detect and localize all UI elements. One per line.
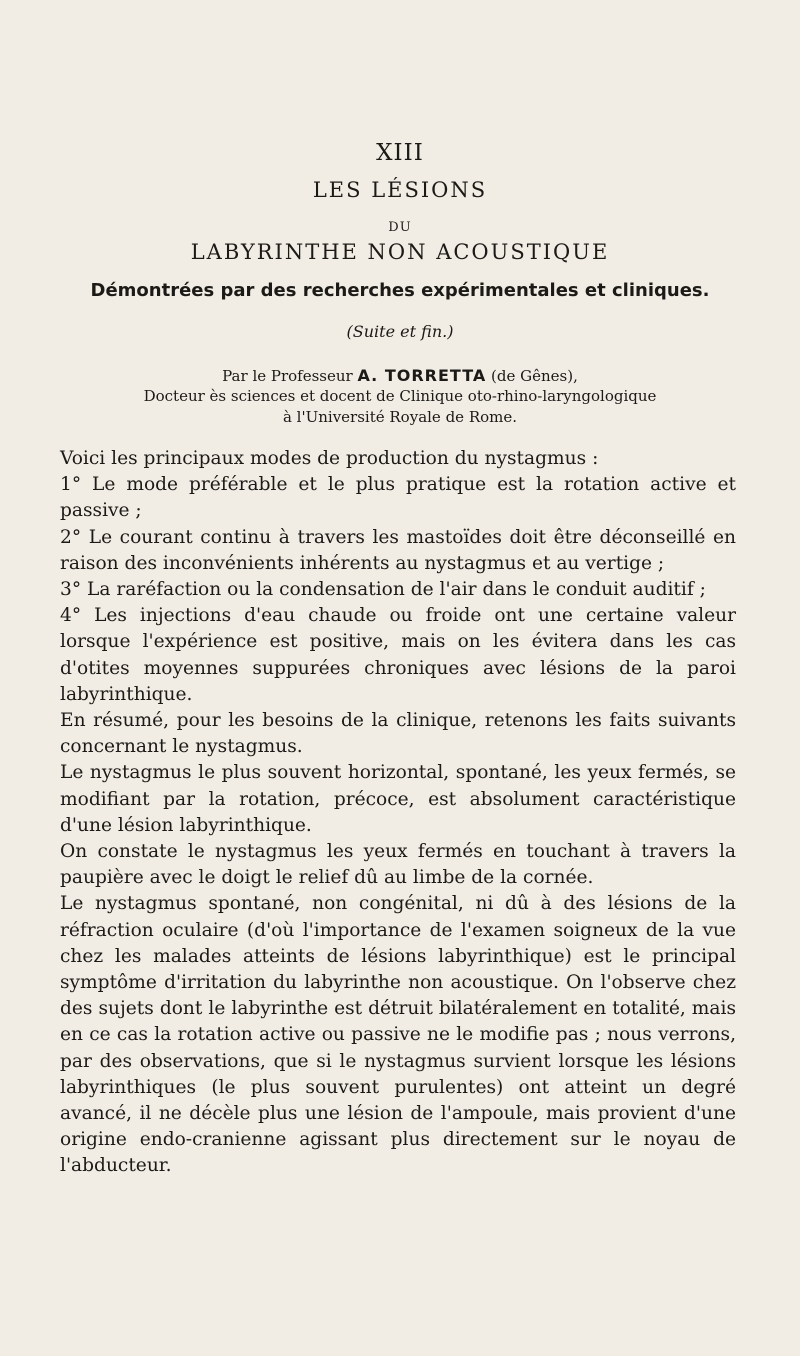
title-line-2: LABYRINTHE NON ACOUSTIQUE <box>190 240 610 264</box>
paragraph: Le nystagmus spontané, non congénital, ni dû à des lésions de la réfraction oculaire (d'où l'importance de l'examen soigneux de la vue chez les malades atteints de lésions labyrinthique) est le principal symptôme d'irritation du labyrinthe non acoustique. On l'observe chez des sujets dont le labyrinthe est détruit bilatéralement en totalité, mais en ce cas la rotation active ou passive ne le modifie pas ; nous verrons, par des observations, que si le nystagmus survient lorsque les lésions labyrinthiques (le plus souvent purulentes) ont atteint un degré avancé, il ne décèle plus une lésion de l'ampoule, mais provient d'une origine endo-cranienne agissant plus directement sur le noyau de l'abducteur. <box>60 893 736 1177</box>
chapter-number: XIII <box>376 140 424 166</box>
paragraph: 3° La raréfaction ou la condensation de l'air dans le conduit auditif ; <box>60 579 706 601</box>
subtitle: Démontrées par des recherches expérimentales et cliniques. <box>90 280 710 301</box>
author-line-2: Docteur ès sciences et docent de Clinique oto-rhino-laryngologique <box>143 387 657 405</box>
paragraph: On constate le nystagmus les yeux fermés en touchant à travers la paupière avec le doigt le relief dû au limbe de la cornée. <box>60 841 736 889</box>
author-line-1 <box>0 366 800 385</box>
author-name: A. TORRETTA <box>357 366 487 385</box>
continuation-note: (Suite et fin.) <box>346 322 454 341</box>
paragraph: 4° Les injections d'eau chaude ou froide ont une certaine valeur lorsque l'expérience est positive, mais on les évitera dans les cas d'otites moyennes suppurées chroniques avec lésions de la paroi labyrinthique. <box>60 605 736 705</box>
paragraph: Voici les principaux modes de production du nystagmus : <box>60 448 599 469</box>
title-du: DU <box>388 220 412 235</box>
author-prefix: Par le Professeur <box>222 367 353 385</box>
author-line-3: à l'Université Royale de Rome. <box>282 408 518 426</box>
paragraph: 1° Le mode préférable et le plus pratique est la rotation active et passive ; <box>60 474 736 522</box>
body-text <box>60 446 736 1180</box>
paragraph: En résumé, pour les besoins de la clinique, retenons les faits suivants concernant le nystagmus. <box>60 710 736 758</box>
paragraph: 2° Le courant continu à travers les mastoïdes doit être déconseillé en raison des inconvénients inhérents au nystagmus et au vertige ; <box>60 526 736 574</box>
paragraph: Le nystagmus le plus souvent horizontal, spontané, les yeux fermés, se modifiant par la rotation, précoce, est absolument caractéristique d'une lésion labyrinthique. <box>60 762 736 836</box>
author-origin: (de Gênes), <box>491 367 578 385</box>
title-line-1: LES LÉSIONS <box>312 178 488 202</box>
